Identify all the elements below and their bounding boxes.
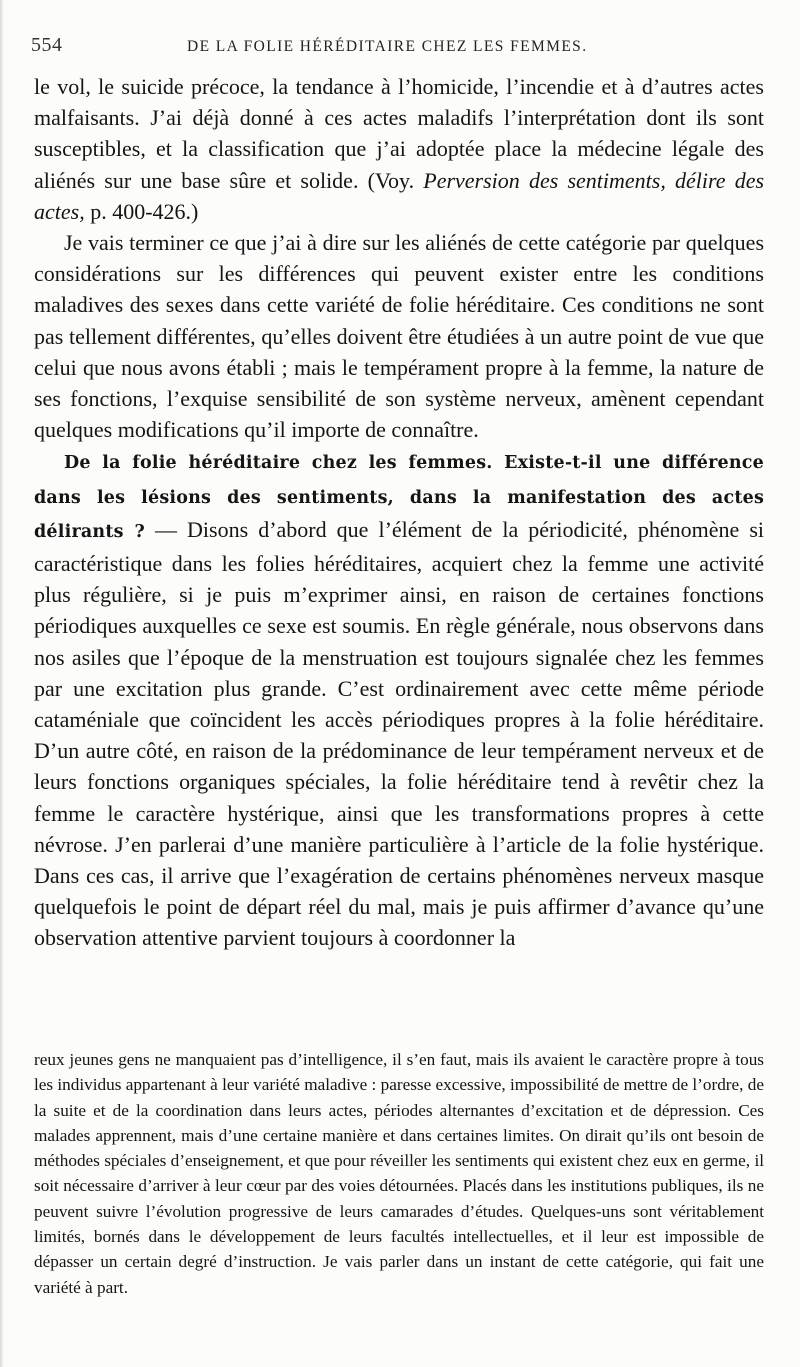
section-text: — Disons d’abord que l’élément de la périodicité, phénomène si caractéristique dans les folies héréditaires, acquiert chez la femme une activité plus régulière, si je puis m’exprimer ainsi, en raison de certaines fonctions périodiques auxquelles ce sexe est soumis. En règle générale, nous observons dans nos asiles que l’époque de la menstruation est toujours signalée chez les femmes par une excitation plus grande. C’est ordinairement avec cette même période cataméniale que coïncident les accès périodiques propres à la folie héréditaire. D’un autre côté, en raison de la prédominance de leur tempérament nerveux et de leurs fonctions organiques spéciales, la folie héréditaire tend à revêtir chez la femme le caractère hystérique, ainsi que les transformations propres à cette névrose. J’en parlerai d’une manière particulière à l’article de la folie hystérique. Dans ces cas, il arrive que l’exagération de certains phénomènes nerveux masque quelquefois le point de départ réel du mal, mais je puis affirmer d’avance qu’une observation attentive parvient toujours à coordonner la — [34, 516, 764, 951]
section-heading: De la folie héréditaire chez les femmes. Existe-t-il une différence dans les lésions des sentiments, dans la manifestation des actes délirants ? — [34, 453, 764, 542]
page-edge-shadow — [0, 0, 4, 1367]
footnote-text: reux jeunes gens ne manquaient pas d’intelligence, il s’en faut, mais ils avaient le caractère propre à tous les individus appartenant à leur variété maladive : paresse excessive, impossibilité de mettre de l’ordre, de la suite et de la coordination dans leurs actes, périodes alternantes d’excitation et de dépression. Ces malades apprennent, mais d’une certaine manière et dans certaines limites. On dirait qu’ils ont besoin de méthodes spéciales d’enseignement, et que pour réveiller les sentiments qui existent chez eux en germe, il soit nécessaire d’arriver à leur cœur par des voies détournées. Placés dans les institutions publiques, ils ne peuvent suivre l’évolution progressive de leurs camarades d’études. Quelques-uns sont véritablement limités, bornés dans le développement de leurs facultés intellectuelles, et il leur est impossible de dépasser un certain degré d’instruction. Je vais parler dans un instant de cette catégorie, qui fait une variété à part. — [34, 1050, 764, 1297]
page-header — [31, 34, 771, 58]
spacer-text — [666, 168, 675, 193]
footnote — [34, 1047, 764, 1300]
paragraph-continuation — [34, 71, 764, 227]
page-number: 554 — [31, 34, 63, 56]
running-title: DE LA FOLIE HÉRÉDITAIRE CHEZ LES FEMMES. — [187, 38, 588, 55]
italic-reference-2: délire des actes, — [34, 167, 765, 224]
paragraph-text: le vol, le suicide précoce, la tendance à l’homicide, l’incendie et à d’autres actes malfaisants. J’ai déjà donné à ces actes maladifs l’interprétation dont ils sont susceptibles, et la classification que j’ai adoptée place la médecine légale des aliénés sur une base sûre et solide. (Voy. — [34, 74, 764, 193]
main-text — [34, 71, 764, 954]
paragraph-differences: Je vais terminer ce que j’ai à dire sur les aliénés de cette catégorie par quelques considérations sur les différences qui peuvent exister entre les conditions maladives des sexes dans cette variété de folie héréditaire. Ces conditions ne sont pas tellement différentes, qu’elles doivent être étudiées à un autre point de vue que celui que nous avons établi ; mais le tempérament propre à la femme, la nature de ses fonctions, l’exquise sensibilité de son système nerveux, amènent cependant quelques modifications qu’il importe de connaître. — [34, 230, 764, 443]
paragraph-section — [34, 445, 764, 953]
italic-reference-1: Perversion des sentiments, — [423, 167, 666, 193]
page-reference: p. 400-426.) — [84, 198, 199, 224]
